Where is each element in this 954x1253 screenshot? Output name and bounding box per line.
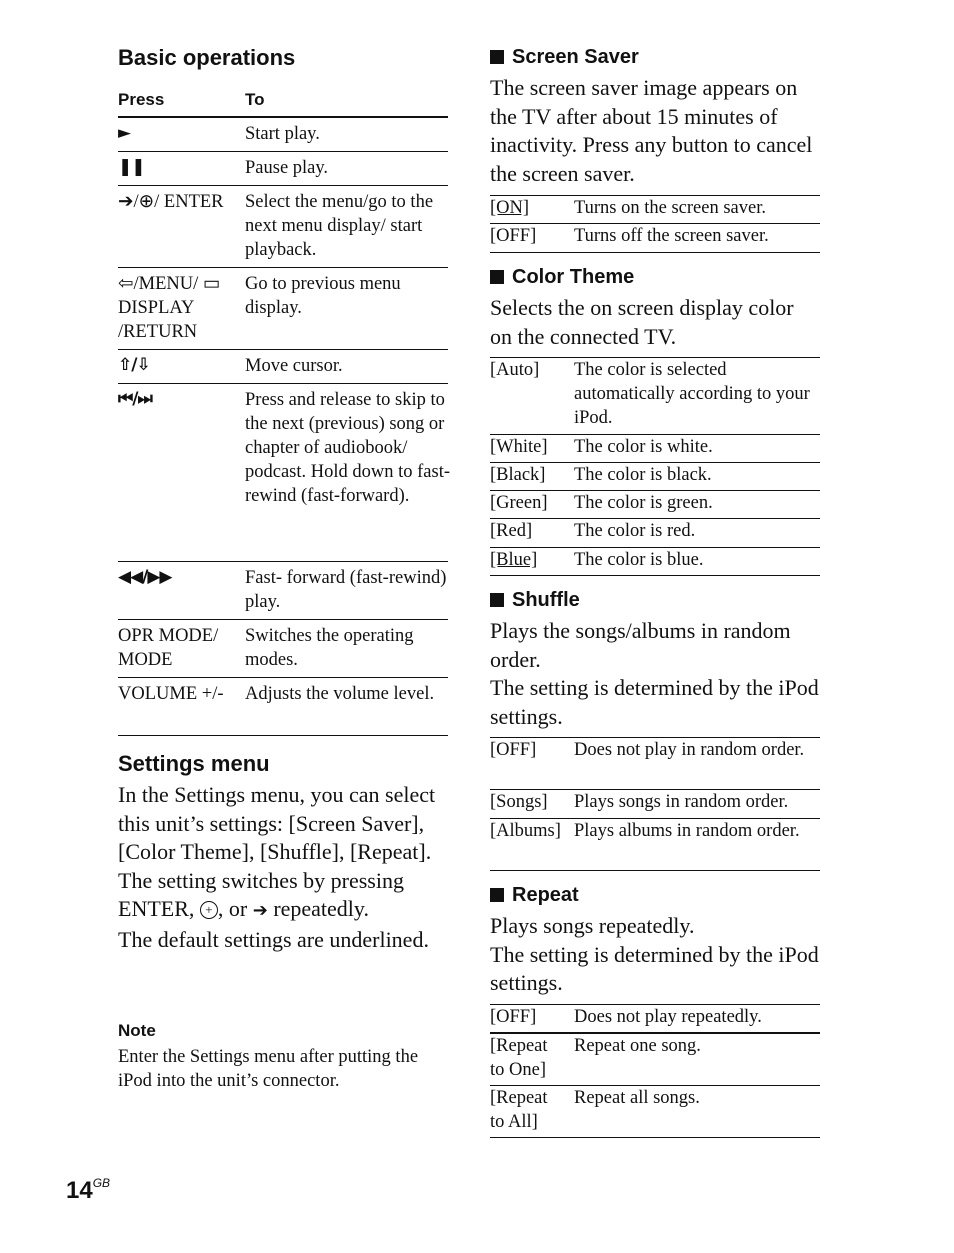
color-theme-heading: Color Theme	[490, 266, 634, 289]
row-action: Adjusts the volume level.	[245, 684, 435, 704]
square-bullet-icon	[490, 270, 504, 284]
option-value: Turns on the screen saver.	[574, 198, 766, 218]
option-key: [Blue]	[490, 550, 538, 570]
option-key: [Repeat to One]	[490, 1036, 548, 1080]
note-heading: Note	[118, 1021, 156, 1040]
option-row	[490, 1086, 820, 1138]
table-row	[118, 562, 448, 620]
option-value: Repeat one song.	[574, 1036, 701, 1056]
page-suffix: GB	[92, 1176, 111, 1190]
option-value: The color is black.	[574, 465, 712, 485]
square-bullet-icon	[490, 50, 504, 64]
pause-icon: ❚❚	[118, 157, 145, 177]
enter-circle-icon: +	[200, 901, 218, 919]
play-icon: ►	[118, 123, 131, 143]
option-value: The color is white.	[574, 437, 713, 457]
option-key: [Songs]	[490, 792, 548, 812]
option-value: Turns off the screen saver.	[574, 226, 769, 246]
screen-saver-heading: Screen Saver	[490, 46, 639, 69]
row-key: VOLUME +/-	[118, 684, 224, 704]
repeat-desc: Plays songs repeatedly. The setting is determined by the iPod settings.	[490, 913, 819, 995]
option-row	[490, 1034, 820, 1086]
option-row	[490, 790, 820, 819]
rewind-forward-icon: ◀◀/▶▶	[118, 567, 172, 587]
table-row	[118, 268, 448, 350]
option-value: Does not play repeatedly.	[574, 1007, 762, 1027]
option-row	[490, 196, 820, 224]
option-value: Plays songs in random order.	[574, 792, 789, 812]
option-key: [Black]	[490, 465, 546, 485]
table-row	[118, 384, 451, 562]
table-row	[118, 678, 448, 736]
col-to-header: To	[245, 90, 265, 109]
option-key: [Red]	[490, 521, 533, 541]
row-action: Select the menu/go to the next menu display/ start playback.	[245, 192, 434, 260]
option-row	[490, 358, 820, 435]
square-bullet-icon	[490, 888, 504, 902]
option-value: The color is red.	[574, 521, 696, 541]
option-row	[490, 224, 820, 253]
basic-operations-table	[118, 86, 451, 736]
settings-intro-text: , or	[217, 896, 253, 921]
left-arrow-menu-icon: ⇦/MENU/ ▭ DISPLAY /RETURN	[118, 274, 221, 342]
table-row	[118, 118, 448, 152]
row-action: Start play.	[245, 124, 320, 144]
option-row	[490, 435, 820, 463]
settings-intro-text: In the Settings menu, you can select this unit’s settings: [Screen Saver], [Color Theme], [Shuffle], [Repeat]. The setting switches by pressing ENTER,	[118, 782, 436, 921]
option-value: Does not play in random order.	[574, 740, 805, 760]
option-key: [White]	[490, 437, 548, 457]
option-key: [Repeat to All]	[490, 1088, 548, 1132]
settings-menu-heading: Settings menu	[118, 751, 270, 776]
shuffle-options	[490, 737, 820, 871]
row-key: OPR MODE/ MODE	[118, 626, 219, 670]
option-key: [OFF]	[490, 1007, 537, 1027]
option-row	[490, 738, 820, 790]
table-row	[118, 186, 448, 268]
row-action: Go to previous menu display.	[245, 274, 401, 318]
option-value: The color is blue.	[574, 550, 704, 570]
option-row	[490, 548, 820, 576]
shuffle-heading: Shuffle	[490, 589, 580, 612]
option-row	[490, 491, 820, 519]
row-action: Switches the operating modes.	[245, 626, 414, 670]
option-value: Repeat all songs.	[574, 1088, 700, 1108]
settings-intro-text: repeatedly.	[267, 896, 369, 921]
row-action: Fast- forward (fast-rewind) play.	[245, 568, 447, 612]
skip-prev-next-icon: ⏮/⏭	[118, 389, 152, 409]
right-arrow-icon: ➔	[252, 900, 268, 921]
color-theme-desc: Selects the on screen display color on the connected TV.	[490, 295, 794, 349]
settings-intro	[118, 781, 448, 954]
square-bullet-icon	[490, 593, 504, 607]
screen-saver-options	[490, 195, 820, 253]
option-key: [OFF]	[490, 226, 537, 246]
option-row	[490, 819, 820, 871]
col-press-header: Press	[118, 90, 165, 109]
repeat-heading: Repeat	[490, 884, 579, 907]
note-text: Enter the Settings menu after putting the iPod into the unit’s connector.	[118, 1047, 419, 1091]
option-key: [Green]	[490, 493, 548, 513]
table-row	[118, 152, 448, 186]
screen-saver-desc: The screen saver image appears on the TV after about 15 minutes of inactivity. Press any button to cancel the screen saver.	[490, 75, 813, 186]
page-number: $14^{GB}$	[66, 1176, 111, 1204]
up-down-arrow-icon: ⇧/⇩	[118, 355, 150, 375]
option-key: [OFF]	[490, 740, 537, 760]
row-action: Press and release to skip to the next (previous) song or chapter of audiobook/ podcast. Hold down to fast-rewind (fast-forward).	[245, 390, 451, 506]
table-row	[118, 350, 448, 384]
option-key: [Auto]	[490, 360, 540, 380]
table-header	[118, 86, 448, 118]
settings-defaults-text: The default settings are underlined.	[118, 926, 429, 952]
repeat-options	[490, 1004, 820, 1138]
option-value: The color is green.	[574, 493, 713, 513]
option-value: The color is selected automatically according to your iPod.	[574, 360, 810, 428]
basic-operations-heading: Basic operations	[118, 45, 296, 70]
shuffle-desc: Plays the songs/albums in random order. The setting is determined by the iPod settings.	[490, 618, 819, 729]
option-row	[490, 519, 820, 548]
option-row	[490, 463, 820, 491]
color-theme-options	[490, 357, 820, 576]
option-key: [ON]	[490, 198, 530, 218]
row-action: Pause play.	[245, 158, 329, 178]
option-key: [Albums]	[490, 821, 561, 841]
option-row	[490, 1005, 820, 1034]
right-arrow-enter-icon: ➔/⊕/ ENTER	[118, 192, 224, 212]
row-action: Move cursor.	[245, 356, 343, 376]
table-row	[118, 620, 448, 678]
option-value: Plays albums in random order.	[574, 821, 800, 841]
